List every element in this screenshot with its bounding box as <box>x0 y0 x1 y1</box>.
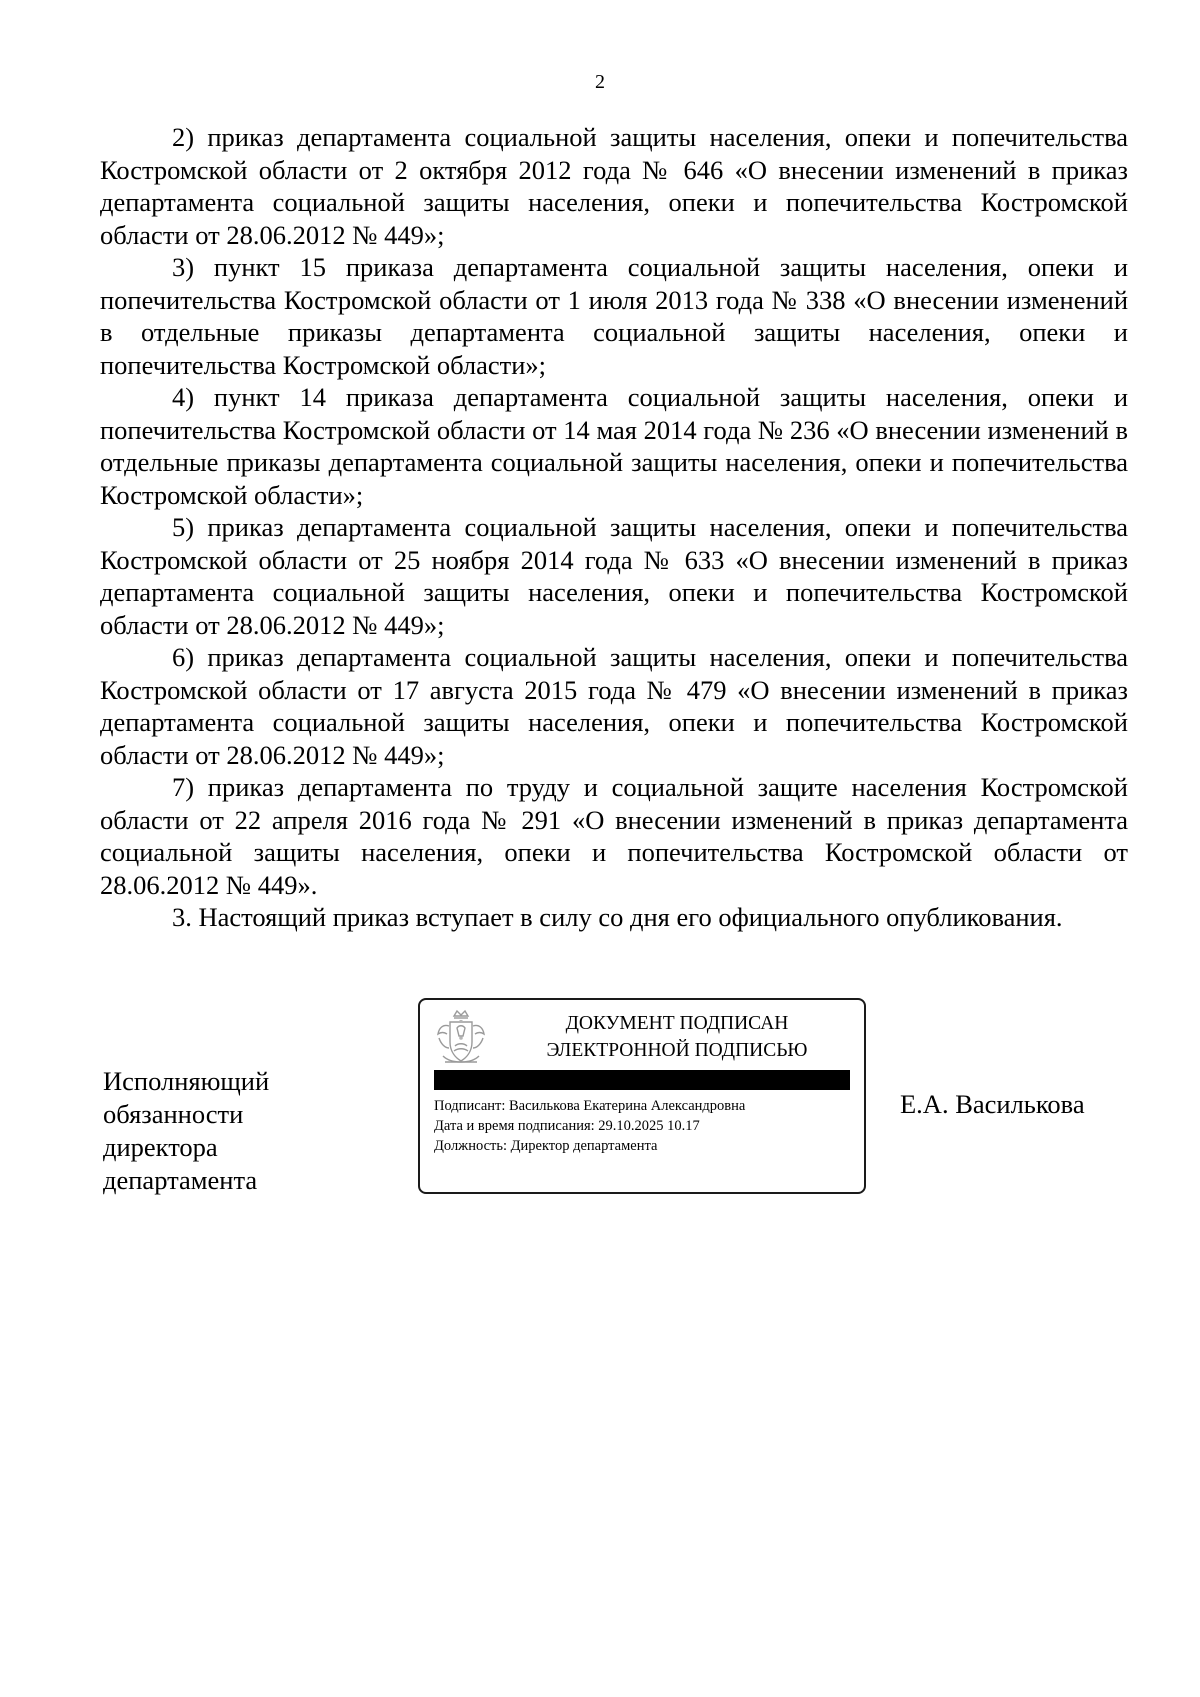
signer-position-line: департамента <box>103 1165 258 1195</box>
signer-position <box>103 1065 303 1197</box>
paragraph-item-5: 5) приказ департамента социальной защиты населения, опеки и попечительства Костромской области от 25 ноября 2014 года № 633 «О внесении изменений в приказ департамента социальной защиты населения, опеки и попечительства Костромской области от 28.06.2012 № 449»; <box>100 512 1128 640</box>
stamp-signed-at: Дата и время подписания: 29.10.2025 10.17 <box>434 1118 700 1134</box>
signature-block <box>100 995 1128 1215</box>
paragraph-item-2: 2) приказ департамента социальной защиты населения, опеки и попечительства Костромской области от 2 октября 2012 года № 646 «О внесении изменений в приказ департамента социальной защиты населения, опеки и попечительства Костромской области от 28.06.2012 № 449»; <box>100 122 1128 250</box>
document-body <box>100 121 1128 934</box>
stamp-title-line: ДОКУМЕНТ ПОДПИСАН <box>565 1013 789 1034</box>
stamp-details <box>434 1096 854 1156</box>
electronic-signature-stamp <box>418 998 866 1194</box>
certificate-redaction-bar <box>434 1070 850 1090</box>
stamp-title-line: ЭЛЕКТРОННОЙ ПОДПИСЬЮ <box>546 1040 808 1061</box>
signer-position-line: Исполняющий <box>103 1066 270 1096</box>
stamp-position: Должность: Директор департамента <box>434 1138 658 1154</box>
paragraph-clause-3: 3. Настоящий приказ вступает в силу со дня его официального опубликования. <box>172 902 1063 932</box>
signer-name: Е.А. Василькова <box>900 1089 1085 1119</box>
paragraph-item-4: 4) пункт 14 приказа департамента социальной защиты населения, опеки и попечительства Костромской области от 14 мая 2014 года № 236 «О внесении изменений в отдельные приказы департамента социальной защиты населения, опеки и попечительства Костромской области»; <box>100 382 1128 510</box>
signer-position-line: директора <box>103 1132 218 1162</box>
stamp-signer: Подписант: Василькова Екатерина Александровна <box>434 1098 746 1114</box>
paragraph-item-3: 3) пункт 15 приказа департамента социальной защиты населения, опеки и попечительства Костромской области от 1 июля 2013 года № 338 «О внесении изменений в отдельные приказы департамента социальной защиты населения, опеки и попечительства Костромской области»; <box>100 252 1128 380</box>
paragraph-item-7: 7) приказ департамента по труду и социальной защите населения Костромской области от 22 апреля 2016 года № 291 «О внесении изменений в приказ департамента социальной защиты населения, опеки и попечительства Костромской области от 28.06.2012 № 449». <box>100 772 1128 900</box>
stamp-title <box>500 1010 854 1064</box>
paragraph-item-6: 6) приказ департамента социальной защиты населения, опеки и попечительства Костромской области от 17 августа 2015 года № 479 «О внесении изменений в приказ департамента социальной защиты населения, опеки и попечительства Костромской области от 28.06.2012 № 449»; <box>100 642 1128 770</box>
page-number: 2 <box>595 71 605 93</box>
coat-of-arms-icon <box>435 1008 487 1070</box>
signer-position-line: обязанности <box>103 1099 244 1129</box>
